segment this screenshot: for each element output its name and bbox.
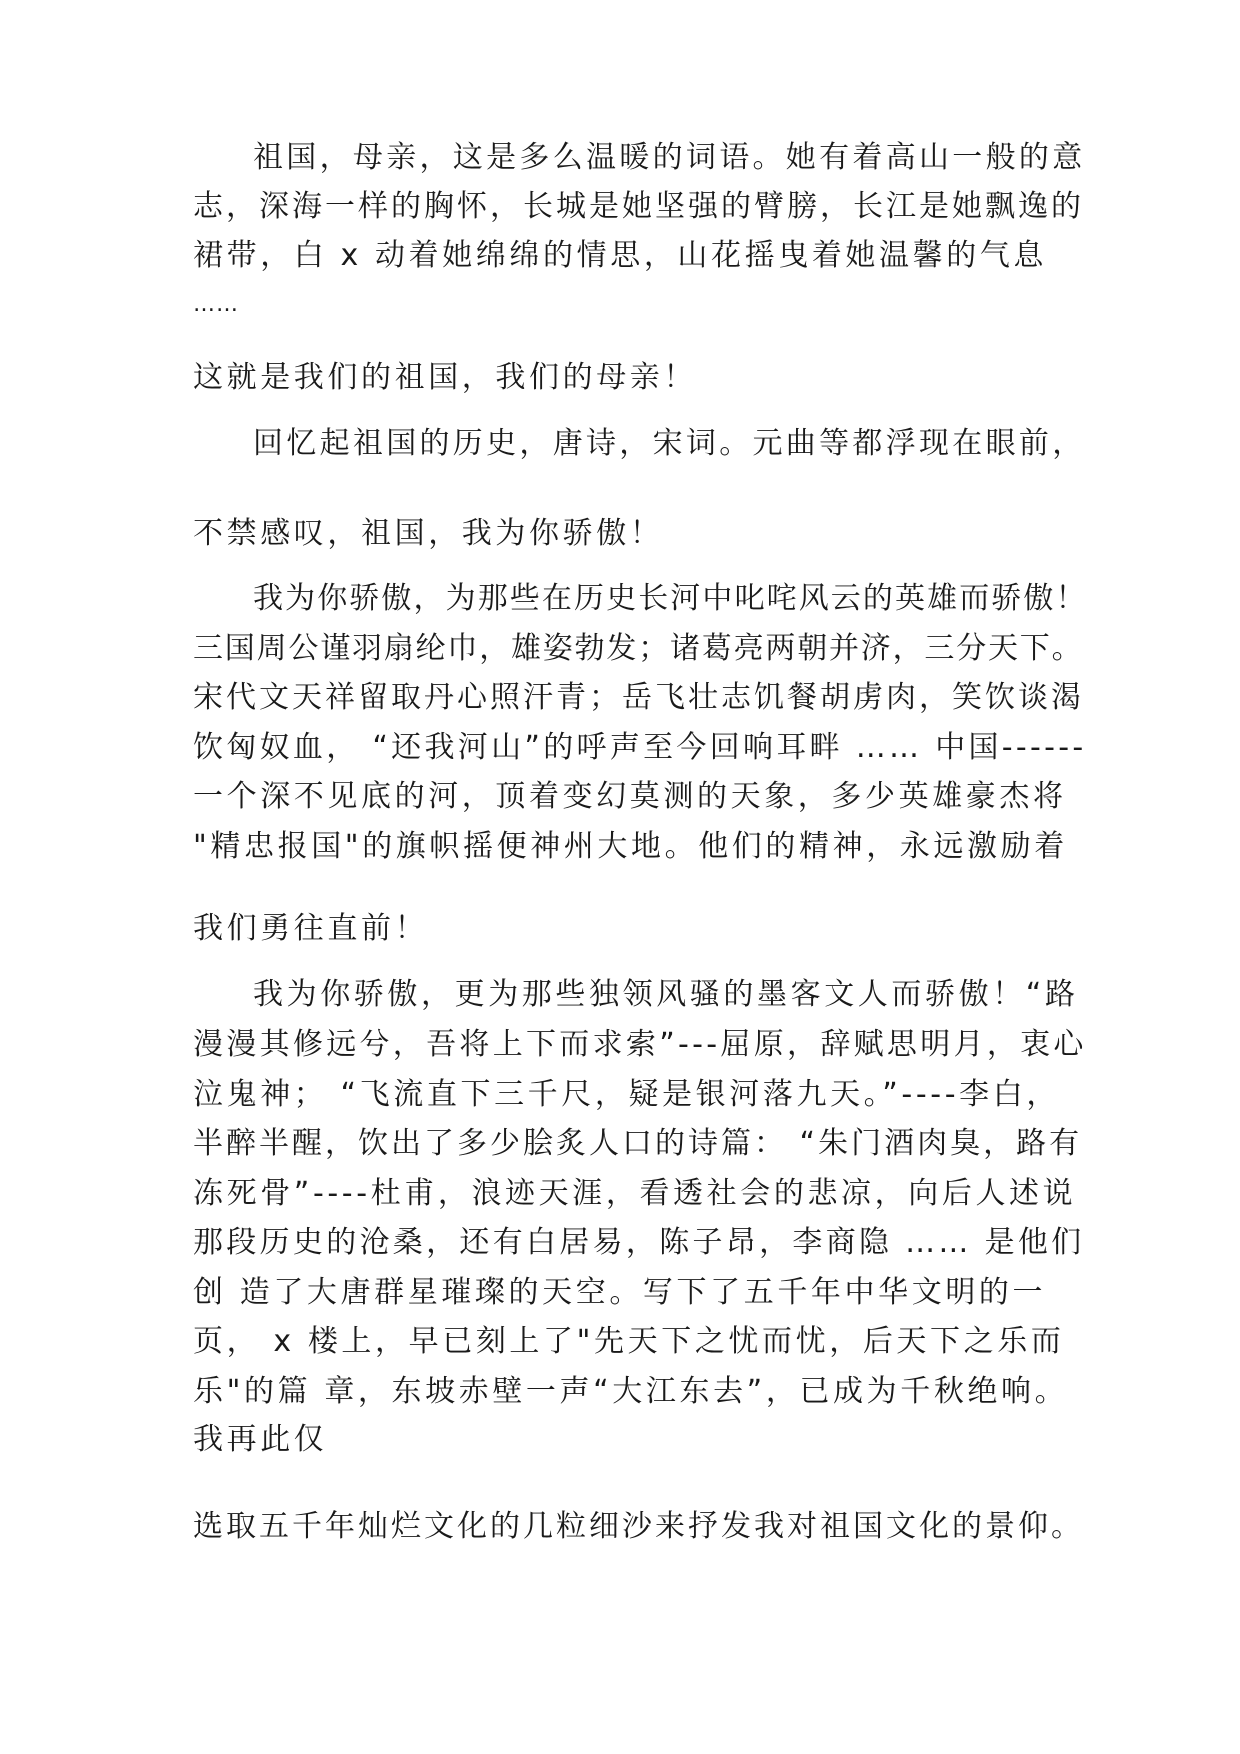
- text-line: 页， x 楼上，早已刻上了"先天下之忧而忧，后天下之乐而: [193, 1324, 1065, 1359]
- text-line: 这就是我们的祖国，我们的母亲！: [193, 360, 697, 395]
- text-line: "精忠报国"的旗帜摇便神州大地。他们的精神，永远激励着: [193, 829, 1068, 864]
- text-line: 我们勇往直前！: [193, 911, 429, 946]
- text-line: 三国周公谨羽扇纶巾，雄姿勃发；诸葛亮两朝并济，三分天下。: [193, 631, 1084, 666]
- text-line: 祖国，母亲，这是多么温暖的词语。她有着高山一般的意: [253, 140, 1086, 175]
- text-line: 我为你骄傲，更为那些独领风骚的墨客文人而骄傲！“路: [253, 977, 1079, 1012]
- text-line: 饮匈奴血， “还我河山”的呼声至今回响耳畔 …… 中国------: [193, 730, 1087, 765]
- text-line: 那段历史的沧桑，还有白居易，陈子昂，李商隐 …… 是他们: [193, 1225, 1085, 1260]
- text-line: 不禁感叹，祖国，我为你骄傲！: [193, 516, 664, 551]
- text-line: 乐"的篇 章，东坡赤壁一声“大江东去”，已成为千秋绝响。: [193, 1374, 1069, 1409]
- text-line: 裙带，白 x 动着她绵绵的情思，山花摇曳着她温馨的气息: [193, 238, 1048, 273]
- text-line: 选取五千年灿烂文化的几粒细沙来抒发我对祖国文化的景仰。: [193, 1509, 1084, 1544]
- text-line: 泣鬼神； “飞流直下三千尺，疑是银河落九天。”----李白，: [193, 1077, 1060, 1112]
- text-line: 我为你骄傲，为那些在历史长河中叱咤风云的英雄而骄傲！: [253, 581, 1088, 616]
- text-line: 我再此仅: [193, 1422, 328, 1457]
- text-line: 半醉半醒，饮出了多少脍炙人口的诗篇： “朱门酒肉臭，路有: [193, 1126, 1083, 1161]
- text-line: 冻死骨”----杜甫，浪迹天涯，看透社会的悲凉，向后人述说: [193, 1176, 1077, 1211]
- text-line: 漫漫其修远兮，吾将上下而求索”---屈原，辞赋思明月，衷心: [193, 1027, 1087, 1062]
- text-line: 志，深海一样的胸怀，长城是她坚强的臂膀，长江是她飘逸的: [193, 189, 1084, 224]
- text-line: ……: [193, 292, 239, 317]
- text-line: 一个深不见底的河，顶着变幻莫测的天象，多少英雄豪杰将: [193, 779, 1067, 814]
- text-line: 宋代文天祥留取丹心照汗青；岳飞壮志饥餐胡虏肉，笑饮谈渴: [193, 680, 1084, 715]
- text-line: 回忆起祖国的历史，唐诗，宋词。元曲等都浮现在眼前，: [253, 426, 1086, 461]
- text-line: 创 造了大唐群星璀璨的天空。写下了五千年中华文明的一: [193, 1275, 1047, 1310]
